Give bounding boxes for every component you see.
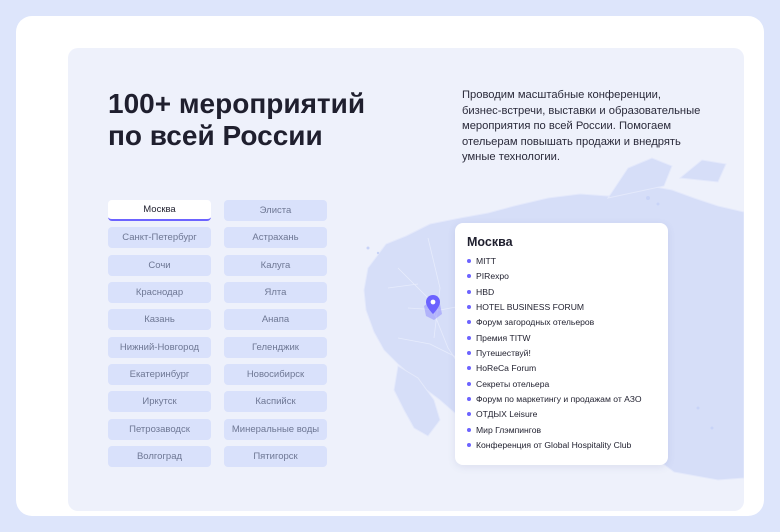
event-label: Форум по маркетингу и продажам от АЗО: [476, 394, 642, 404]
intro-description: Проводим масштабные конференции, бизнес-встречи, выставки и образовательные мероприятия по всей России. Помогаем отельерам повышать продажи и внедрять умные технологии.: [462, 89, 701, 163]
bullet-icon: [467, 259, 471, 263]
city-button-irkutsk[interactable]: Иркутск: [108, 391, 211, 412]
content-panel: [68, 48, 744, 511]
city-button-volgograd[interactable]: Волгоград: [108, 446, 211, 467]
list-item: [467, 392, 642, 406]
bullet-icon: [467, 412, 471, 416]
city-button-mineralnye-vody[interactable]: Минеральные воды: [224, 419, 327, 440]
event-label: Путешествуй!: [476, 348, 531, 358]
outer-frame: [16, 16, 764, 516]
bullet-icon: [467, 336, 471, 340]
list-item: [467, 269, 509, 283]
city-button-novosibirsk[interactable]: Новосибирск: [224, 364, 327, 385]
list-item: [467, 361, 536, 375]
event-label: Секреты отельера: [476, 379, 550, 389]
list-item: [467, 438, 631, 452]
bullet-icon: [467, 320, 471, 324]
city-button-saint-petersburg[interactable]: Санкт-Петербург: [108, 227, 211, 248]
city-button-kaspiysk[interactable]: Каспийск: [224, 391, 327, 412]
event-label: Премия TITW: [476, 333, 531, 343]
bullet-icon: [467, 366, 471, 370]
city-button-astrakhan[interactable]: Астрахань: [224, 227, 327, 248]
bullet-icon: [467, 397, 471, 401]
city-button-petrozavodsk[interactable]: Петрозаводск: [108, 419, 211, 440]
bullet-icon: [467, 351, 471, 355]
city-button-nizhny-novgorod[interactable]: Нижний-Новгород: [108, 337, 211, 358]
city-button-gelendzhik[interactable]: Геленджик: [224, 337, 327, 358]
bullet-icon: [467, 305, 471, 309]
event-label: Форум загородных отельеров: [476, 317, 595, 327]
city-button-elista[interactable]: Элиста: [224, 200, 327, 221]
title-line-2: по всей России: [108, 120, 323, 151]
city-button-krasnodar[interactable]: Краснодар: [108, 282, 211, 303]
events-card: [455, 223, 668, 465]
list-item: [467, 423, 541, 437]
city-button-sochi[interactable]: Сочи: [108, 255, 211, 276]
list-item: [467, 346, 531, 360]
list-item: [467, 285, 494, 299]
list-item: [467, 331, 530, 345]
list-item: [467, 300, 584, 314]
event-label: HoReCa Forum: [476, 363, 537, 373]
city-button-moscow[interactable]: Москва: [108, 200, 211, 221]
event-label: PIRexpo: [476, 271, 509, 281]
page-title: [108, 88, 428, 152]
bullet-icon: [467, 274, 471, 278]
city-button-yekaterinburg[interactable]: Екатеринбург: [108, 364, 211, 385]
list-item: [467, 315, 594, 329]
city-button-kaluga[interactable]: Калуга: [224, 255, 327, 276]
bullet-icon: [467, 443, 471, 447]
event-label: Конференция от Global Hospitality Club: [476, 440, 632, 450]
event-label: Мир Глэмпингов: [476, 425, 542, 435]
city-button-anapa[interactable]: Анапа: [224, 309, 327, 330]
event-label: HBD: [476, 287, 495, 297]
list-item: [467, 407, 537, 421]
list-item: [467, 377, 549, 391]
title-line-1: 100+ мероприятий: [108, 88, 366, 119]
events-card-title: Москва: [467, 235, 513, 249]
list-item: [467, 254, 496, 268]
event-label: MITT: [476, 256, 497, 266]
bullet-icon: [467, 382, 471, 386]
event-label: HOTEL BUSINESS FORUM: [476, 302, 585, 312]
city-button-yalta[interactable]: Ялта: [224, 282, 327, 303]
bullet-icon: [467, 290, 471, 294]
bullet-icon: [467, 428, 471, 432]
city-button-pyatigorsk[interactable]: Пятигорск: [224, 446, 327, 467]
city-button-kazan[interactable]: Казань: [108, 309, 211, 330]
event-label: ОТДЫХ Leisure: [476, 409, 538, 419]
